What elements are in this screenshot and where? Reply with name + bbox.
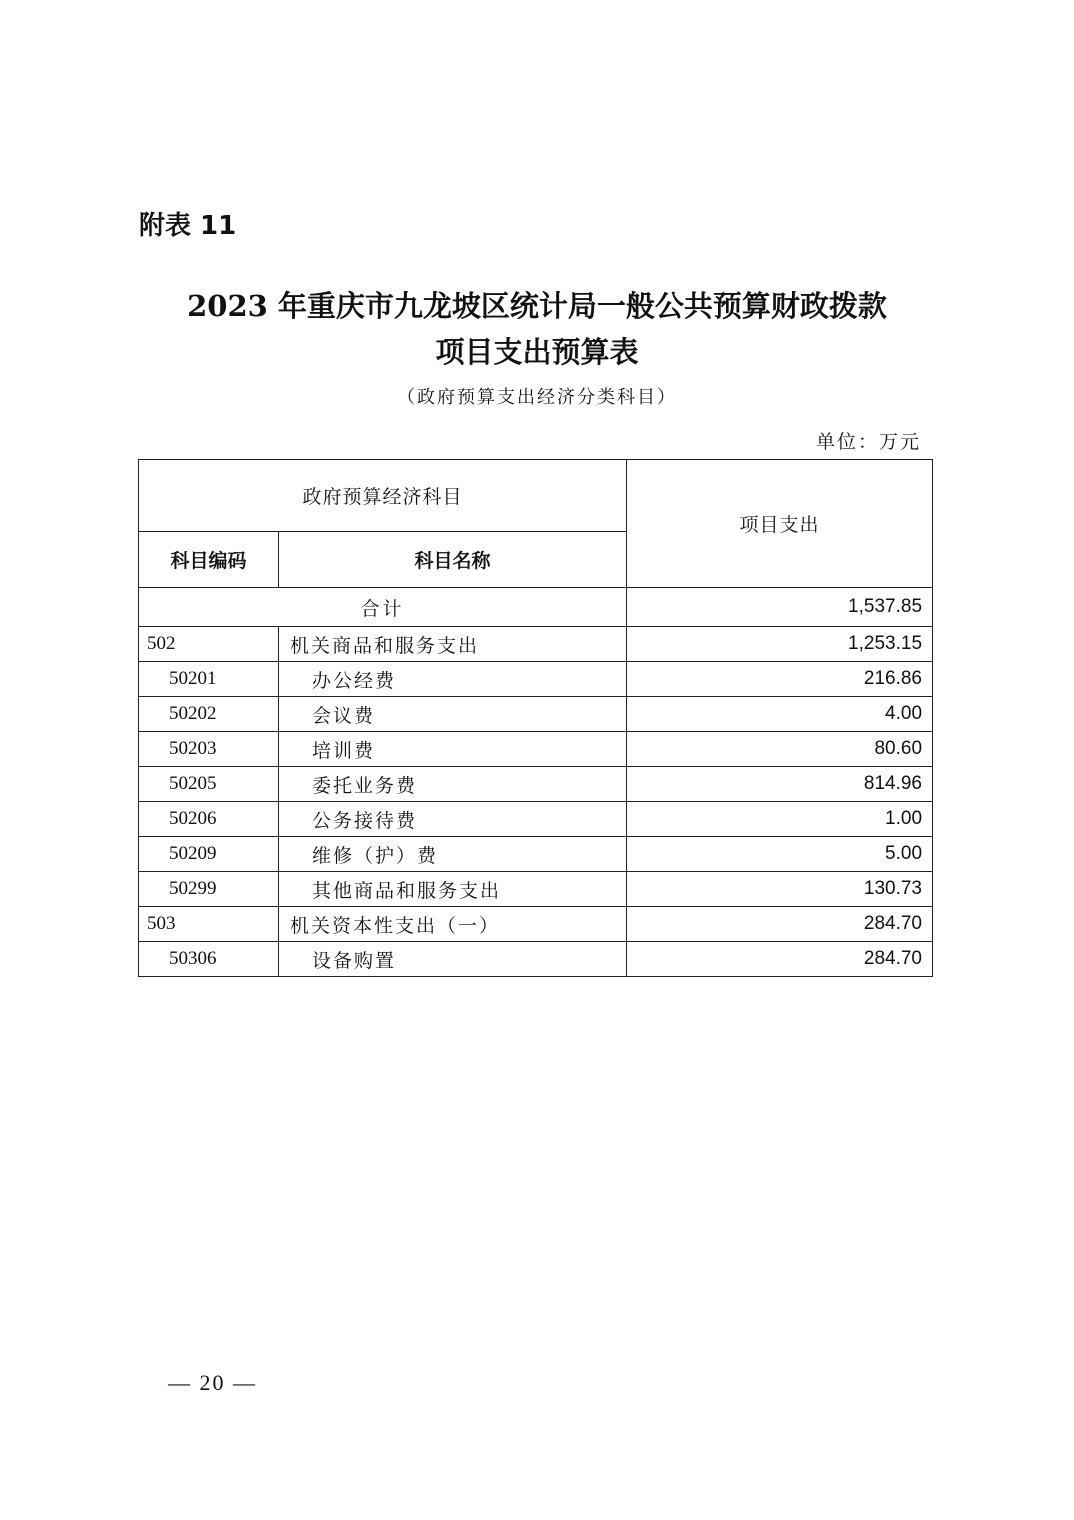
table-row: [139, 872, 933, 907]
subject-name: 其他商品和服务支出: [279, 872, 627, 907]
table-row: [139, 837, 933, 872]
project-expenditure-amount: 4.00: [627, 697, 933, 732]
subject-name: 办公经费: [279, 662, 627, 697]
project-expenditure-amount: 1.00: [627, 802, 933, 837]
total-amount: 1,537.85: [627, 588, 933, 627]
total-row: [139, 588, 933, 627]
header-project-expenditure: 项目支出: [627, 460, 933, 588]
subject-code: 502: [139, 627, 279, 662]
table-row: [139, 767, 933, 802]
appendix-label: 附表 11: [139, 211, 237, 241]
table-row: [139, 627, 933, 662]
subject-code: 503: [139, 907, 279, 942]
subject-name: 培训费: [279, 732, 627, 767]
header-subject-code: 科目编码: [139, 532, 279, 588]
project-expenditure-amount: 80.60: [627, 732, 933, 767]
project-expenditure-amount: 284.70: [627, 907, 933, 942]
project-expenditure-amount: 216.86: [627, 662, 933, 697]
table-row: [139, 802, 933, 837]
project-expenditure-amount: 5.00: [627, 837, 933, 872]
subject-code: 50206: [139, 802, 279, 837]
subject-code: 50205: [139, 767, 279, 802]
project-expenditure-amount: 1,253.15: [627, 627, 933, 662]
page-title-line2: 项目支出预算表: [435, 335, 639, 369]
project-expenditure-amount: 284.70: [627, 942, 933, 977]
page-number: — 20 —: [168, 1370, 257, 1395]
page-title-line1: 2023 年重庆市九龙坡区统计局一般公共预算财政拨款: [187, 289, 887, 323]
subject-name: 维修（护）费: [279, 837, 627, 872]
unit-label: 单位：万元: [815, 431, 921, 453]
table-row: [139, 697, 933, 732]
header-subject-name: 科目名称: [279, 532, 627, 588]
subject-name: 公务接待费: [279, 802, 627, 837]
total-label: 合计: [139, 588, 627, 627]
subject-code: 50201: [139, 662, 279, 697]
table-row: [139, 942, 933, 977]
budget-table: [138, 459, 933, 977]
header-economic-subject: 政府预算经济科目: [139, 460, 627, 532]
table-row: [139, 907, 933, 942]
table-row: [139, 662, 933, 697]
subject-name: 机关资本性支出（一）: [279, 907, 627, 942]
page-subtitle: （政府预算支出经济分类科目）: [397, 387, 677, 408]
subject-code: 50202: [139, 697, 279, 732]
subject-name: 设备购置: [279, 942, 627, 977]
subject-code: 50209: [139, 837, 279, 872]
table-row: [139, 732, 933, 767]
project-expenditure-amount: 130.73: [627, 872, 933, 907]
subject-name: 委托业务费: [279, 767, 627, 802]
subject-code: 50299: [139, 872, 279, 907]
subject-code: 50306: [139, 942, 279, 977]
subject-name: 会议费: [279, 697, 627, 732]
subject-code: 50203: [139, 732, 279, 767]
subject-name: 机关商品和服务支出: [279, 627, 627, 662]
project-expenditure-amount: 814.96: [627, 767, 933, 802]
